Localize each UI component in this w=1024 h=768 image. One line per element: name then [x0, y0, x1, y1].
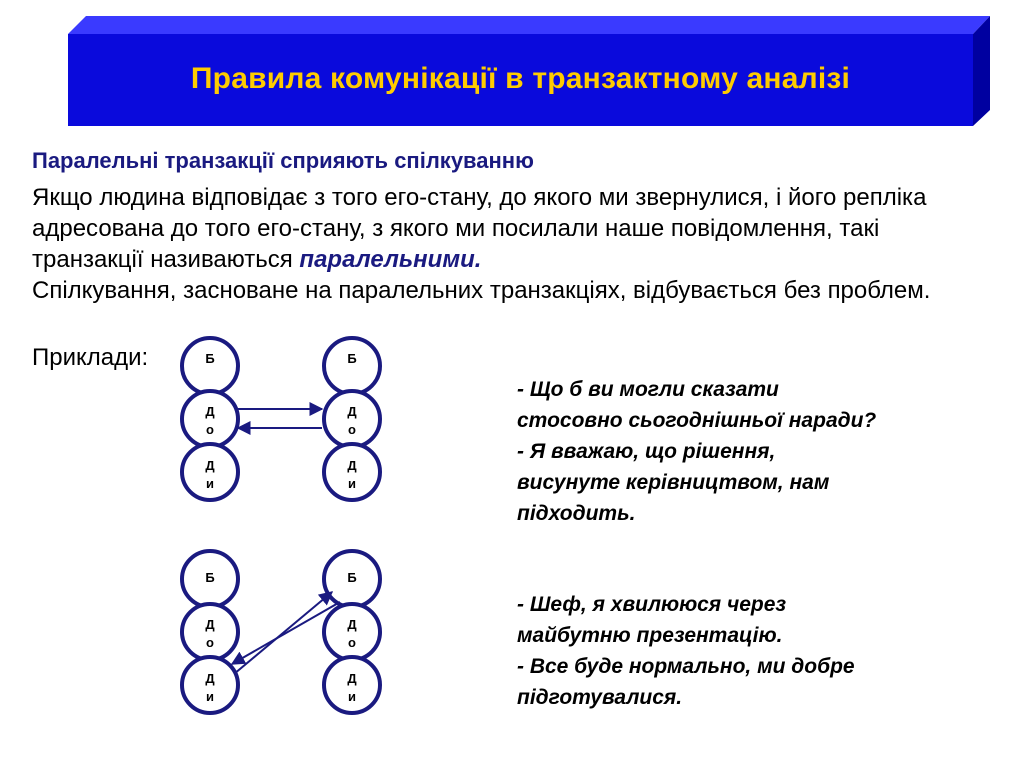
- ego-label: Д: [205, 671, 215, 686]
- ego-label: Д: [205, 617, 215, 632]
- dialog-line: висунуте керівництвом, нам: [517, 471, 830, 494]
- diagram-2: [182, 551, 380, 713]
- ego-label: Д: [347, 404, 357, 419]
- title-bar: [68, 16, 990, 128]
- ego-label: о: [348, 635, 356, 650]
- ego-circle: [182, 338, 238, 394]
- dialog-line: - Все буде нормально, ми добре: [517, 655, 855, 678]
- ego-label: о: [348, 422, 356, 437]
- right-ego-states-2: [324, 551, 380, 713]
- consequence-paragraph: Спілкування, засноване на паралельних транзакціях, відбувається без проблем.: [32, 277, 931, 304]
- dialog-line: підготувалися.: [517, 686, 683, 709]
- definition-paragraph: [32, 182, 997, 275]
- ego-label: Д: [205, 458, 215, 473]
- diagram-1: [182, 338, 380, 500]
- ego-label: и: [206, 689, 214, 704]
- ego-label: Б: [347, 351, 357, 366]
- ego-label: и: [348, 689, 356, 704]
- dialog-line: - Я вважаю, що рішення,: [517, 440, 776, 463]
- ego-label: Д: [347, 458, 357, 473]
- examples-label: Приклади:: [32, 344, 149, 371]
- ego-label: и: [206, 476, 214, 491]
- parallel-term: паралельними.: [299, 246, 482, 273]
- ego-circle: [182, 391, 238, 447]
- transaction-arrow: [234, 592, 332, 674]
- page-title: Правила комунікації в транзактному аналізі: [190, 62, 851, 95]
- ego-circle: [324, 391, 380, 447]
- ego-label: Д: [347, 671, 357, 686]
- left-ego-states-2: [182, 551, 238, 713]
- dialog-example-1: [517, 374, 876, 529]
- ego-label: Д: [347, 617, 357, 632]
- ego-circle: [324, 338, 380, 394]
- dialog-line: підходить.: [517, 502, 636, 525]
- dialog-line: майбутню презентацію.: [517, 624, 783, 647]
- ego-label: Б: [205, 351, 215, 366]
- right-ego-states-1: [324, 338, 380, 500]
- dialog-line: - Шеф, я хвилююся через: [517, 593, 787, 616]
- ego-circle: [182, 604, 238, 660]
- dialog-example-2: [517, 589, 855, 713]
- ego-label: и: [348, 476, 356, 491]
- left-ego-states-1: [182, 338, 238, 500]
- dialog-line: стосовно сьогоднішньої наради?: [517, 409, 877, 432]
- transactions-diagram: [176, 336, 396, 716]
- ego-label: Д: [205, 404, 215, 419]
- ego-circle: [324, 604, 380, 660]
- ego-label: Б: [347, 570, 357, 585]
- body-text: [32, 182, 997, 306]
- ego-label: о: [206, 422, 214, 437]
- section-subtitle: Паралельні транзакції сприяють спілкуванню: [32, 148, 534, 173]
- definition-text: Якщо людина відповідає з того его-стану, до якого ми звернулися, і його репліка адресована до того его-стану, з якого ми посилали наше повідомлення, такі транзакції називаються: [32, 184, 927, 273]
- ego-label: о: [206, 635, 214, 650]
- dialog-line: - Що б ви могли сказати: [517, 378, 779, 401]
- ego-label: Б: [205, 570, 215, 585]
